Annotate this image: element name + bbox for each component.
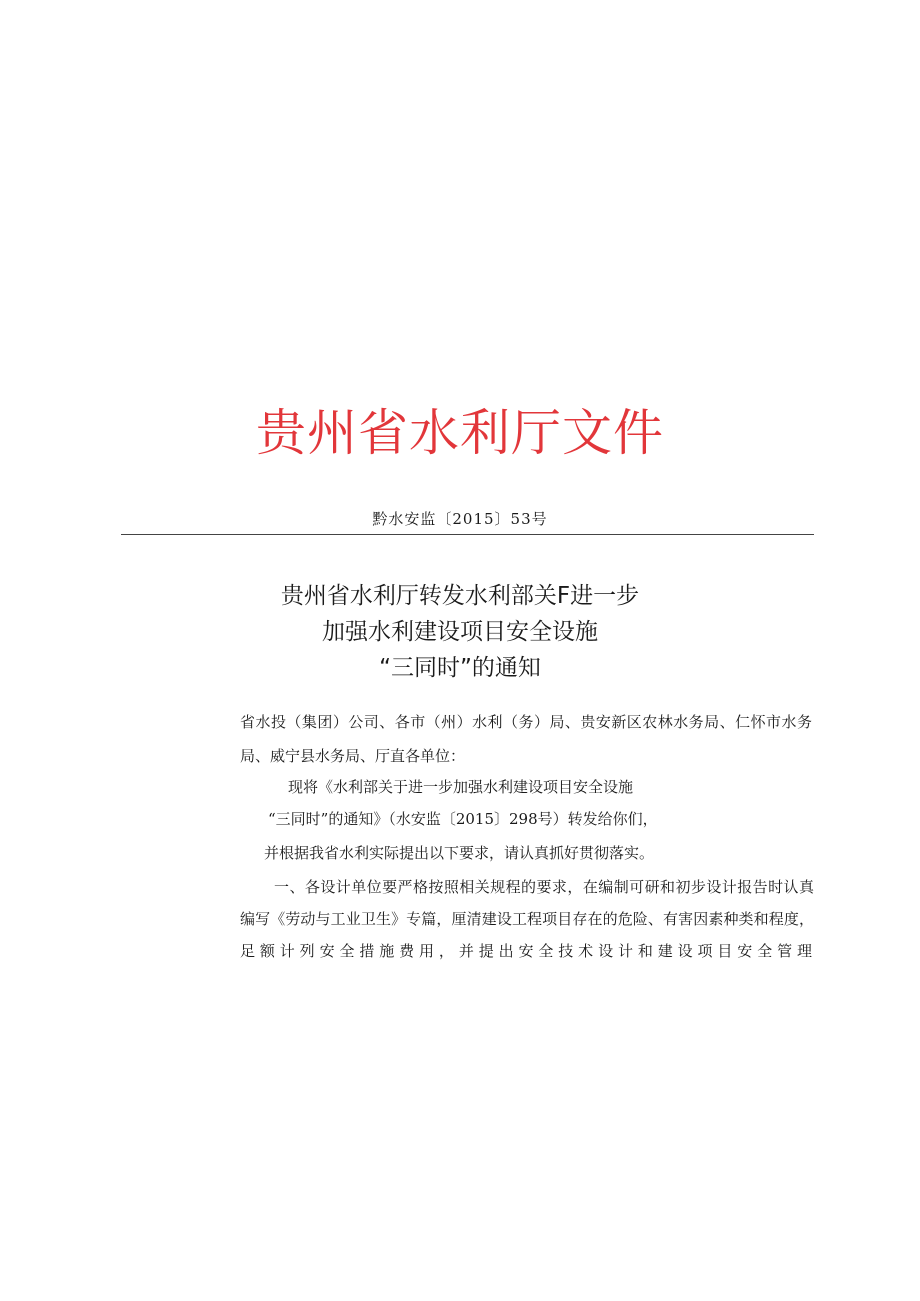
- item-1-line-3: 足额计列安全措施费用，并提出安全技术设计和建设项目安全管理: [240, 942, 812, 960]
- item-1-line-1: 一、各设计单位要严格按照相关规程的要求，在编制可研和初步设计报告时认真: [274, 878, 814, 896]
- notice-title-line-1: 贵州省水利厅转发水利部关F进一步: [280, 583, 640, 609]
- recipients-line-2: 局、威宁县水务局、厅直各单位：: [240, 747, 466, 765]
- document-number: 黔水安监〔2015〕53号: [372, 510, 548, 528]
- item-1-line-2: 编写《劳动与工业卫生》专篇，厘清建设工程项目存在的危险、有害因素种类和程度，: [240, 910, 814, 928]
- header-divider: [121, 534, 814, 535]
- notice-title-line-2: 加强水利建设项目安全设施: [322, 619, 598, 645]
- notice-title: [0, 578, 920, 686]
- paragraph-1-line-1: 现将《水利部关于进一步加强水利建设项目安全设施: [288, 778, 634, 796]
- recipients-line-1: 省水投（集团）公司、各市（州）水利（务）局、贵安新区农林水务局、仁怀市水务: [240, 713, 812, 731]
- paragraph-1-line-3: 并根据我省水利实际提出以下要求，请认真抓好贯彻落实。: [264, 844, 655, 862]
- notice-title-line-3: “三同时”的通知: [379, 655, 541, 681]
- paragraph-1-line-2: “三同时”的通知》（水安监〔2015〕298号）转发给你们，: [268, 810, 658, 828]
- masthead-title: 贵州省水利厅文件: [256, 404, 664, 462]
